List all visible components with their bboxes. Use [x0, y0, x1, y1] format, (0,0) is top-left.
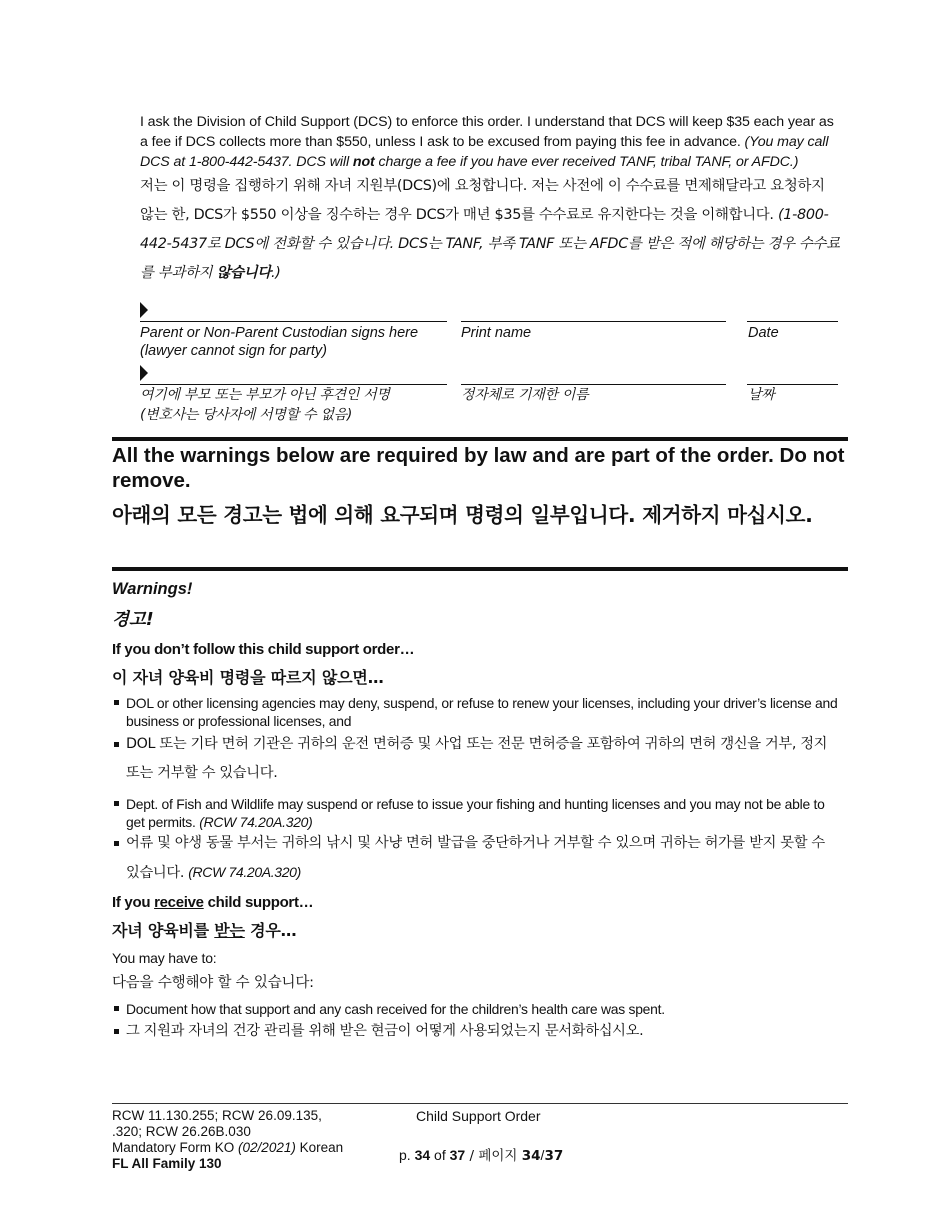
title-underlined: receive	[154, 894, 204, 911]
rcw-citation-ko: (RCW 74.20A.320)	[188, 864, 301, 880]
bullet-icon	[114, 1006, 119, 1011]
fish-wildlife-text: Dept. of Fish and Wildlife may suspend or refuse to issue your fishing and hunting licenses and you may not be able to get permits.	[126, 796, 825, 830]
print-name-line[interactable]	[461, 321, 726, 322]
footer-form-id: FL All Family 130	[112, 1156, 222, 1171]
warning-header-en: All the warnings below are required by law and are part of the order. Do not remove.	[112, 444, 845, 492]
section-dont-follow-title-ko: 이 자녀 양육비 명령을 따르지 않으면…	[112, 668, 384, 687]
section-receive-title-en	[112, 894, 313, 911]
bullet-text-ko: 그 지원과 자녀의 건강 관리를 위해 받은 현금이 어떻게 사용되었는지 문서화하십시오.	[126, 1023, 644, 1039]
signer-label-en	[140, 324, 418, 360]
may-have-to-ko: 다음을 수행해야 할 수 있습니다:	[112, 975, 314, 991]
sign-here-arrow-icon	[140, 302, 148, 318]
dcs-request-paragraph-en	[140, 112, 840, 172]
page-prefix: p.	[399, 1147, 415, 1163]
title-part: 경우…	[244, 921, 297, 940]
signer-label-ko	[140, 385, 390, 425]
dcs-fee-note-end-ko: .)	[270, 265, 281, 281]
title-part: If you	[112, 894, 155, 911]
signer-label-line1: Parent or Non-Parent Custodian signs here	[140, 325, 419, 341]
section-dont-follow-title-en: If you don’t follow this child support order…	[112, 641, 415, 658]
page-current-ko: 34	[521, 1148, 541, 1164]
page-current: 34	[414, 1147, 431, 1163]
fish-wildlife-text-ko: 어류 및 야생 동물 부서는 귀하의 낚시 및 사냥 면허 발급을 중단하거나 거부할 수 있으며 귀하는 허가를 받지 못할 수 있습니다.	[126, 835, 825, 881]
page-slash: /	[540, 1147, 545, 1163]
warning-header-ko: 아래의 모든 경고는 법에 의해 요구되며 명령의 일부입니다. 제거하지 마십시오.	[112, 503, 813, 527]
signer-label-ko-line1: 여기에 부모 또는 부모가 아닌 후견인 서명	[140, 387, 390, 403]
sign-here-arrow-icon	[140, 365, 148, 381]
bullet-icon	[114, 801, 119, 806]
form-language: Korean	[295, 1140, 344, 1155]
may-have-to-en: You may have to:	[112, 950, 217, 966]
section-receive-title-ko	[112, 918, 296, 941]
signer-label-ko-line2: (변호사는 당사자에 서명할 수 없음)	[140, 407, 353, 423]
bullet-icon	[114, 700, 119, 705]
emphasis-not: not	[352, 154, 375, 170]
form-label: Mandatory Form KO	[112, 1140, 239, 1155]
title-underlined: 받는	[214, 921, 245, 940]
dcs-phone-note: (You may call DCS at 1-800-442-5437. DCS will	[140, 134, 829, 170]
title-part: child support…	[203, 894, 314, 911]
bullet-text-en: Document how that support and any cash received for the children’s health care was spent.	[126, 1001, 665, 1017]
dcs-request-paragraph-ko	[140, 172, 840, 288]
footer-form-line	[112, 1140, 343, 1156]
footer-page-number	[399, 1144, 563, 1164]
bullet-icon	[114, 1029, 119, 1034]
warnings-heading-en: Warnings!	[112, 580, 193, 598]
footer-rcw-line1: RCW 11.130.255; RCW 26.09.135,	[112, 1108, 322, 1123]
bullet-icon	[114, 742, 119, 747]
bullet-icon	[114, 841, 119, 846]
date-label-en: Date	[748, 325, 779, 341]
date-line[interactable]	[747, 321, 838, 322]
print-name-label-en: Print name	[461, 325, 532, 341]
footer-form-info	[112, 1108, 343, 1172]
print-name-label-ko: 정자체로 기재한 이름	[461, 387, 589, 403]
form-date: (02/2021)	[238, 1140, 296, 1155]
dcs-request-text: I ask the Division of Child Support (DCS) to enforce this order. I understand that DCS will keep $35 each year as a fee if DCS collects more than $550, unless I ask to be excused from paying this fee in advance.	[140, 114, 834, 150]
rcw-citation: (RCW 74.20A.320)	[199, 814, 313, 830]
page-of: of	[430, 1147, 450, 1163]
footer-rcw-line2: .320; RCW 26.26B.030	[112, 1124, 251, 1139]
warning-bottom-rule	[112, 567, 848, 571]
dcs-fee-note: charge a fee if you have ever received TANF, tribal TANF, or AFDC.)	[374, 154, 799, 170]
title-part: 자녀 양육비를	[112, 921, 215, 940]
bullet-text-ko	[126, 829, 842, 888]
emphasis-not-ko: 않습니다	[216, 265, 271, 281]
dcs-phone-note-ko: (1-800-442-5437로 DCS에 전화할 수 있습니다. DCS는 TANF, 부족 TANF 또는 AFDC를 받은 적에 해당하는 경우 수수료를 부과하지	[140, 207, 840, 281]
warnings-heading-ko: 경고!	[112, 610, 154, 630]
page-total-ko: 37	[544, 1148, 564, 1164]
date-label-ko: 날짜	[748, 387, 775, 403]
footer-doc-title: Child Support Order	[416, 1108, 541, 1124]
bullet-text-en	[126, 795, 842, 831]
footer-rule	[112, 1103, 848, 1104]
page-total: 37	[449, 1147, 466, 1163]
bullet-text-en: DOL or other licensing agencies may deny, suspend, or refuse to renew your licenses, including your driver’s license and business or professional licenses, and	[126, 695, 838, 729]
dcs-request-text-ko: 저는 이 명령을 집행하기 위해 자녀 지원부(DCS)에 요청합니다. 저는 사전에 이 수수료를 면제해달라고 요청하지 않는 한, DCS가 $550 이상을 징수하는 경우 DCS가 매년 $35를 수수료로 유지한다는 것을 이해합니다.	[140, 178, 825, 223]
bullet-text-ko: DOL 또는 기타 면허 기관은 귀하의 운전 면허증 및 사업 또는 전문 면허증을 포함하여 귀하의 면허 갱신을 거부, 정지 또는 거부할 수 있습니다.	[126, 736, 828, 781]
page-sep-ko: / 페이지	[465, 1148, 522, 1164]
signer-label-line2: (lawyer cannot sign for party)	[140, 343, 327, 359]
warning-top-rule	[112, 437, 848, 441]
signature-line[interactable]	[140, 321, 447, 322]
